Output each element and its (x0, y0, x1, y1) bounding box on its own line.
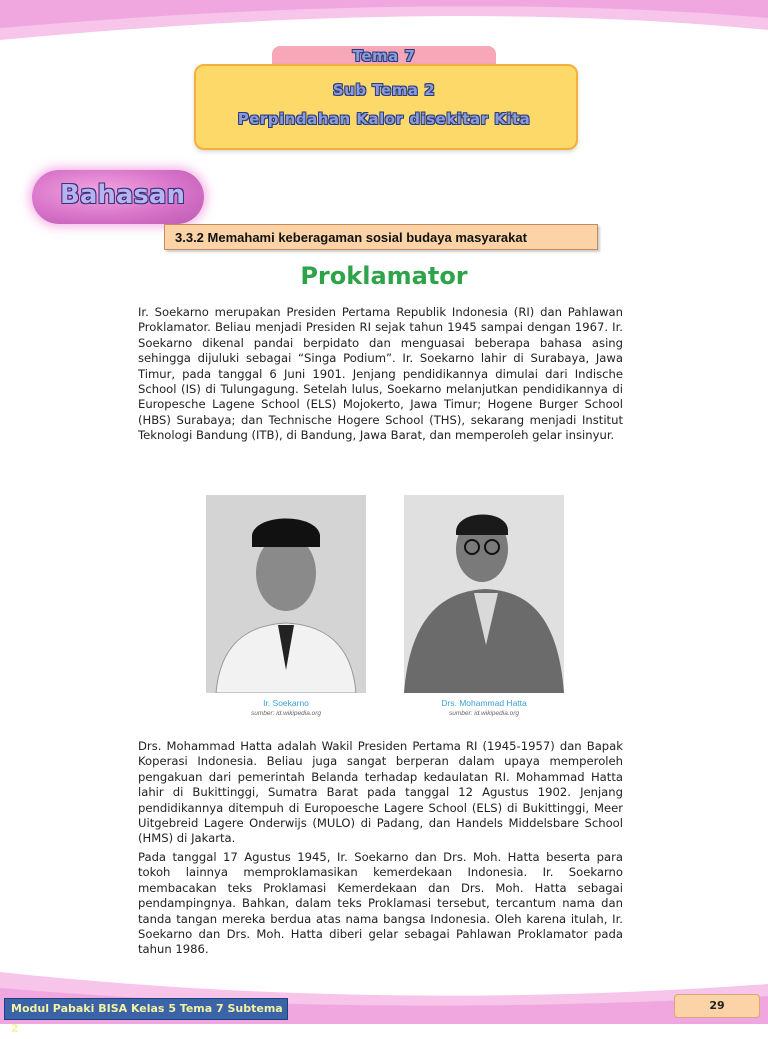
source-soekarno: sumber: id.wikipedia.org (250, 710, 322, 717)
subtopic-label: 3.3.2 Memahami keberagaman sosial budaya masyarakat (164, 224, 598, 250)
paragraph-proklamasi: Pada tanggal 17 Agustus 1945, Ir. Soekarno dan Drs. Moh. Hatta beserta para tokoh lainnya memproklamasikan kemerdekaan Indonesia. Ir. Soekarno membacakan teks Proklamasi Kemerdekaan dan Drs. Moh. Hatta sebagai pendampingnya. Bahkan, dalam teks Proklamasi tersebut, tercantum nama dan tanda tangan mereka berdua atas nama bangsa Indonesia. Oleh karena itulah, Ir. Soekarno dan Drs. Moh. Hatta diberi gelar sebagai Pahlawan Proklamator pada tahun 1986. (138, 850, 623, 957)
source-hatta: sumber: id.wikipedia.org (448, 710, 520, 717)
photo-hatta (404, 495, 564, 693)
portrait-hatta-image (404, 495, 564, 693)
title-box (194, 64, 578, 150)
paragraph-soekarno: Ir. Soekarno merupakan Presiden Pertama Republik Indonesia (RI) dan Pahlawan Proklamator. Beliau menjadi Presiden RI sejak tahun 1945 sampai dengan 1967. Ir. Soekarno dikenal pandai berpidato dan menguasai beberapa bahasa asing sehingga dijuluki sebagai “Singa Podium”. Ir. Soekarno lahir di Surabaya, Jawa Timur, pada tanggal 6 Juni 1901. Jenjang pendidikannya dimulai dari Indische School (IS) di Tulungagung. Setelah lulus, Soekarno melanjutkan pendidikannya di Europesche Lagene School (ELS) Mojokerto, Jawa Timur; Hogene Burger School (HBS) Surabaya; dan Technische Hogere School (THS), sekarang menjadi Institut Teknologi Bandung (ITB), di Bandung, Jawa Barat, dan memperoleh gelar insinyur. (138, 305, 623, 443)
caption-soekarno: Ir. Soekarno (263, 698, 309, 708)
bahasan-label: Bahasan (60, 180, 185, 210)
photo-soekarno (206, 495, 366, 693)
portrait-soekarno-image (206, 495, 366, 693)
caption-hatta: Drs. Mohammad Hatta (441, 698, 527, 708)
page-heading: Proklamator (300, 262, 468, 290)
topic-title: Perpindahan Kalor disekitar Kita (237, 110, 531, 128)
tema-label: Tema 7 (352, 47, 416, 65)
subtema-label: Sub Tema 2 (332, 81, 436, 99)
footer-module-label: Modul Pabaki BISA Kelas 5 Tema 7 Subtema 2 (4, 998, 288, 1020)
page-number: 29 (674, 994, 760, 1018)
paragraph-hatta: Drs. Mohammad Hatta adalah Wakil Presiden Pertama RI (1945-1957) dan Bapak Koperasi Indonesia. Beliau juga sangat berperan dalam upaya memperoleh pengakuan dari pemerintah Belanda terhadap kedaulatan RI. Mohammad Hatta lahir di Bukittinggi, Sumatra Barat pada tanggal 12 Agustus 1902. Jenjang pendidikannya ditempuh di Europoesche Lagere School (ELS) di Bukittinggi, Meer Uitgebreid Lagere Onderwijs (MULO) di Padang, dan Handels Middelsbare School (HMS) di Jakarta. (138, 739, 623, 846)
